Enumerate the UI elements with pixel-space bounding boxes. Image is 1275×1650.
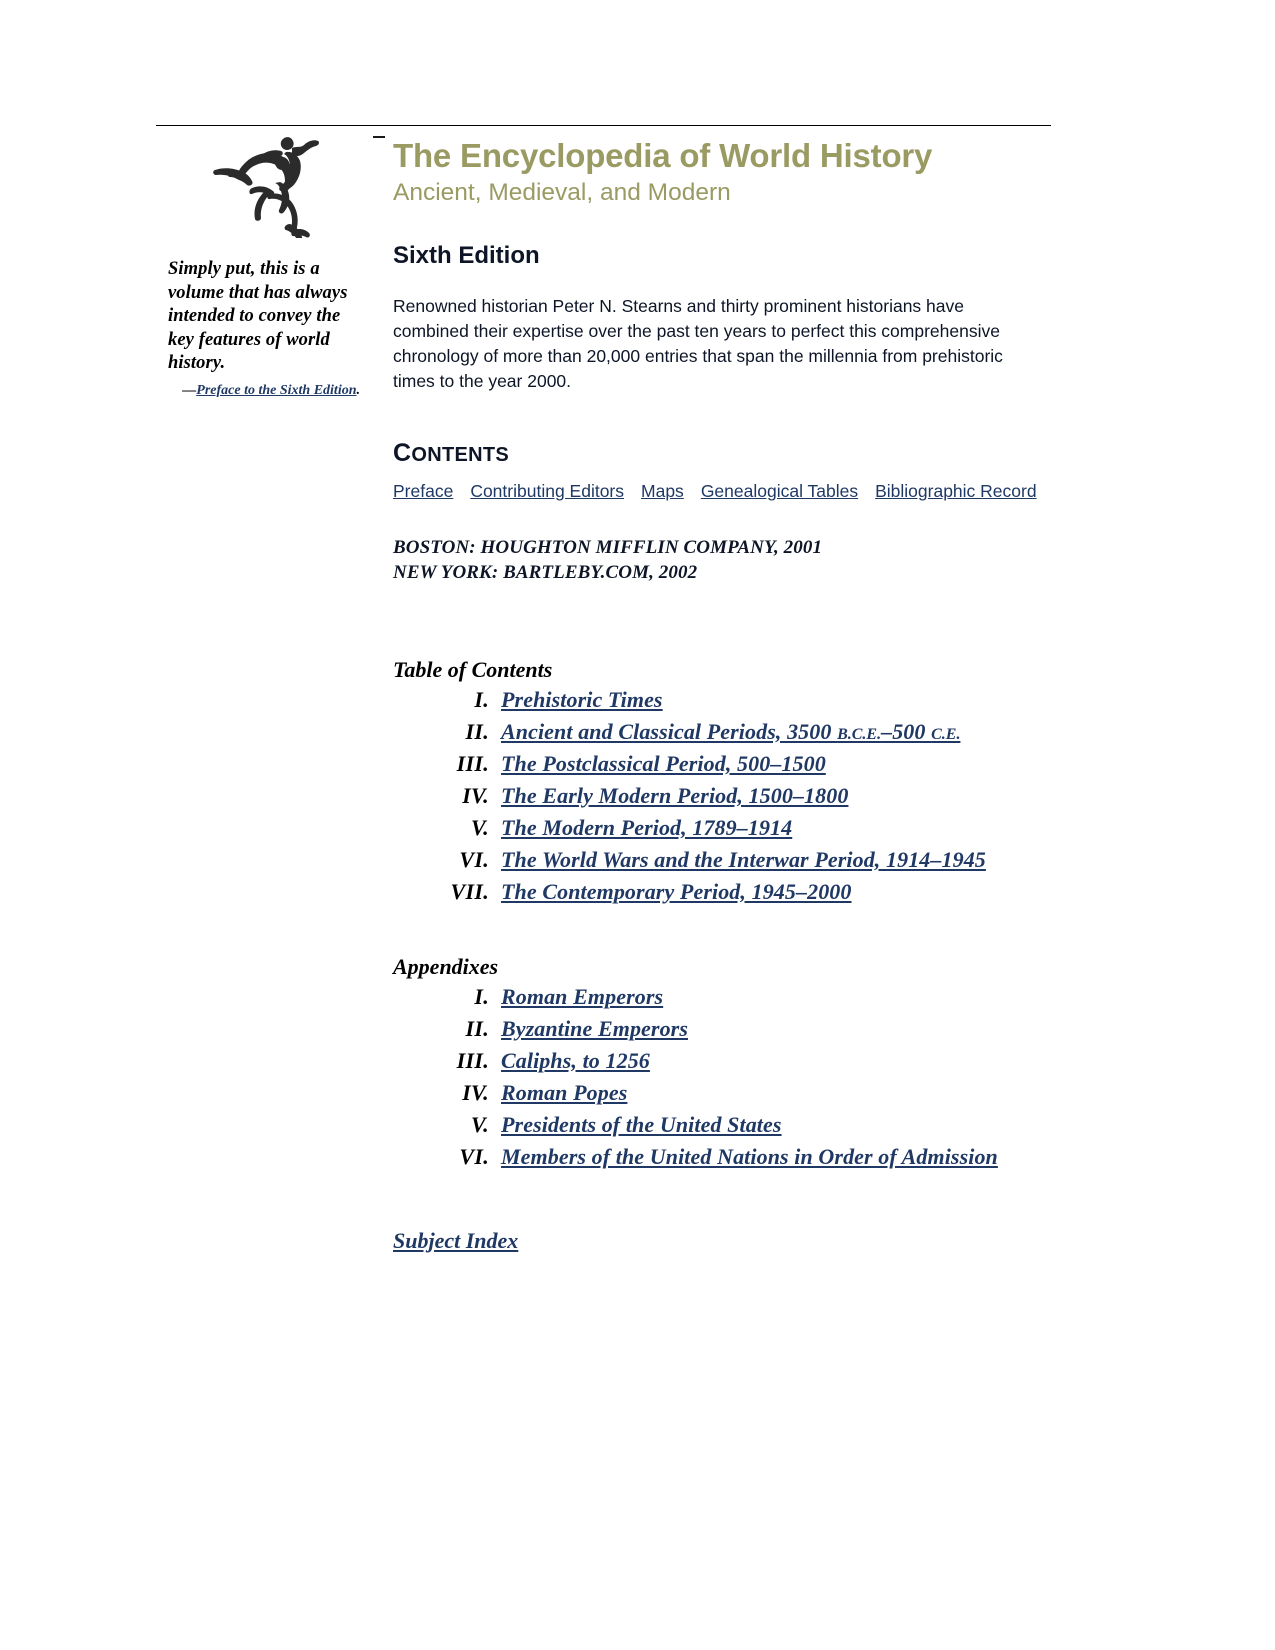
contents-link-list — [393, 479, 1037, 504]
list-item-numeral: I. — [474, 984, 489, 1009]
pull-quote-attribution — [168, 382, 360, 400]
main-content — [393, 136, 1053, 1254]
contents-heading-initial: C — [393, 439, 412, 467]
attribution-link[interactable]: Preface to the Sixth Edition — [196, 382, 357, 398]
list-item-numeral: V. — [471, 1112, 489, 1137]
list-item-numeral: VII. — [450, 879, 489, 904]
list-item-numeral: IV. — [462, 783, 489, 808]
contents-link-genealogical-tables[interactable]: Genealogical Tables — [700, 481, 859, 501]
list-item[interactable] — [393, 815, 1053, 845]
pull-quote: Simply put, this is a volume that has always intended to convey the key features of world history. — [168, 259, 348, 373]
attribution-dash: — — [182, 382, 197, 398]
list-item-numeral: II. — [465, 1016, 489, 1041]
list-item[interactable] — [393, 1048, 1053, 1078]
description-paragraph: Renowned historian Peter N. Stearns and thirty prominent historians have combined their expertise over the past ten years to perfect this comprehensive chronology of more than 20,000 entries that span the millennia from prehistoric times to the year 2000. — [393, 296, 1003, 391]
page-title: The Encyclopedia of World History — [393, 137, 933, 174]
contents-heading-rest: ONTENTS — [411, 444, 510, 466]
list-item[interactable] — [393, 783, 1053, 813]
list-item-numeral: VI. — [459, 1144, 489, 1169]
sidebar — [168, 134, 360, 400]
subject-index-link[interactable]: Subject Index — [393, 1228, 519, 1253]
toc-link-contemporary-period[interactable]: The Contemporary Period, 1945–2000 — [501, 879, 852, 904]
list-item[interactable] — [393, 1112, 1053, 1142]
toc-link-modern-period[interactable]: The Modern Period, 1789–1914 — [501, 815, 793, 840]
contents-link-contributing-editors[interactable]: Contributing Editors — [470, 481, 625, 501]
contents-link-bibliographic-record[interactable]: Bibliographic Record — [875, 481, 1037, 501]
imprint-line-newyork: NEW YORK: BARTLEBY.COM, 2002 — [393, 562, 698, 583]
list-item[interactable] — [393, 719, 1053, 749]
leaping-dolphin-rider-logo — [208, 134, 334, 238]
list-item-numeral: IV. — [462, 1080, 489, 1105]
appendix-link-roman-popes[interactable]: Roman Popes — [501, 1080, 628, 1105]
list-item-numeral: VI. — [459, 847, 489, 872]
edition-heading: Sixth Edition — [393, 242, 540, 269]
list-item-numeral: V. — [471, 815, 489, 840]
header-divider — [156, 125, 1051, 126]
contents-link-maps[interactable]: Maps — [641, 481, 684, 501]
list-item-numeral: I. — [474, 687, 489, 712]
contents-link-preface[interactable]: Preface — [393, 481, 454, 501]
imprint-line-boston: BOSTON: HOUGHTON MIFFLIN COMPANY, 2001 — [393, 537, 823, 558]
toc-link-prehistoric-times[interactable]: Prehistoric Times — [501, 687, 663, 712]
appendixes-list — [393, 984, 1053, 1174]
appendixes-heading: Appendixes — [393, 954, 499, 979]
appendix-link-presidents-united-states[interactable]: Presidents of the United States — [501, 1112, 782, 1137]
list-item[interactable] — [393, 1144, 1053, 1174]
title-dash-mark — [373, 136, 385, 138]
page-subtitle: Ancient, Medieval, and Modern — [393, 179, 731, 206]
appendix-link-byzantine-emperors[interactable]: Byzantine Emperors — [501, 1016, 688, 1041]
list-item[interactable] — [393, 751, 1053, 781]
list-item[interactable] — [393, 687, 1053, 717]
toc-link-world-wars-interwar-period[interactable]: The World Wars and the Interwar Period, 1914–1945 — [501, 847, 986, 872]
list-item[interactable] — [393, 1016, 1053, 1046]
list-item[interactable] — [393, 984, 1053, 1014]
list-item-numeral: II. — [465, 719, 489, 744]
imprint-block — [393, 535, 1053, 585]
subject-index-block — [393, 1228, 1053, 1254]
table-of-contents-list — [393, 687, 1053, 909]
list-item[interactable] — [393, 847, 1053, 877]
toc-label-mid: –500 — [881, 719, 932, 744]
toc-link-early-modern-period[interactable]: The Early Modern Period, 1500–1800 — [501, 783, 849, 808]
toc-link-ancient-classical-periods[interactable] — [501, 719, 960, 745]
list-item[interactable] — [393, 1080, 1053, 1110]
list-item-numeral: III. — [456, 751, 489, 776]
contents-heading — [393, 438, 1053, 470]
toc-label-part: Ancient and Classical Periods, 3500 — [501, 719, 838, 744]
toc-era-bce: B.C.E. — [837, 726, 882, 743]
toc-link-postclassical-period[interactable]: The Postclassical Period, 500–1500 — [501, 751, 826, 776]
appendix-link-un-members[interactable]: Members of the United Nations in Order of Admission — [501, 1144, 998, 1169]
appendix-link-caliphs[interactable]: Caliphs, to 1256 — [501, 1048, 650, 1073]
toc-era-ce: C.E. — [931, 726, 961, 743]
list-item-numeral: III. — [456, 1048, 489, 1073]
list-item[interactable] — [393, 879, 1053, 909]
attribution-period: . — [356, 382, 360, 398]
appendix-link-roman-emperors[interactable]: Roman Emperors — [501, 984, 664, 1009]
table-of-contents-heading: Table of Contents — [393, 657, 553, 682]
